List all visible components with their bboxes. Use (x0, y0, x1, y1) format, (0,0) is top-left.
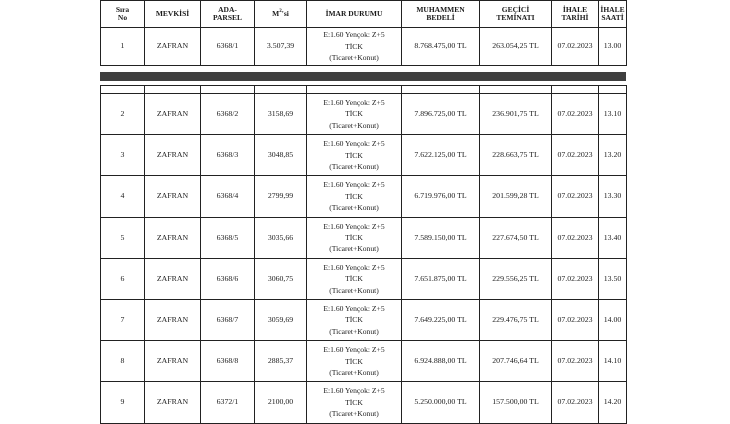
table-row (101, 258, 627, 299)
cell-saat: 13.10 (599, 94, 627, 135)
auction-table-top (100, 0, 627, 66)
cell-bedel: 7.896.725,00 TL (402, 94, 480, 135)
header-m2: $M^2'si$ (255, 1, 307, 28)
separator-bar (100, 72, 626, 81)
cell-teminat: 263.054,25 TL (480, 28, 552, 66)
cell-imar: E:1.60 Yençok: Z+5 TİCK (Ticaret+Konut) (307, 341, 402, 382)
cell-no: 1 (101, 28, 145, 66)
cell-bedel: 7.651.875,00 TL (402, 258, 480, 299)
cell-mevki: ZAFRAN (145, 217, 201, 258)
cell-ada-parsel: 6368/7 (201, 299, 255, 340)
cell-tarih: 07.02.2023 (552, 341, 599, 382)
cell-bedel: 6.719.976,00 TL (402, 176, 480, 217)
cell-mevki: ZAFRAN (145, 382, 201, 423)
cell-teminat: 227.674,50 TL (480, 217, 552, 258)
cell-teminat: 207.746,64 TL (480, 341, 552, 382)
table-row (101, 135, 627, 176)
empty-header-row (101, 86, 627, 94)
cell-imar: E:1.60 Yençok: Z+5 TİCK (Ticaret+Konut) (307, 299, 402, 340)
header-mevkisi: MEVKİSİ (145, 1, 201, 28)
cell-mevki: ZAFRAN (145, 341, 201, 382)
cell-m2: 3059,69 (255, 299, 307, 340)
cell-saat: 14.00 (599, 299, 627, 340)
cell-imar: E:1.60 Yençok: Z+5 TİCK (Ticaret+Konut) (307, 135, 402, 176)
cell-teminat: 201.599,28 TL (480, 176, 552, 217)
cell-saat: 13.50 (599, 258, 627, 299)
cell-saat: 13.40 (599, 217, 627, 258)
header-ihale-tarihi: İHALE TARİHİ (552, 1, 599, 28)
cell-mevki: ZAFRAN (145, 28, 201, 66)
header-ada-parsel: ADA- PARSEL (201, 1, 255, 28)
cell-no: 6 (101, 258, 145, 299)
table-row (101, 28, 627, 66)
header-muhammen-bedeli: MUHAMMEN BEDELİ (402, 1, 480, 28)
cell-tarih: 07.02.2023 (552, 258, 599, 299)
cell-bedel: 7.622.125,00 TL (402, 135, 480, 176)
header-imar-durumu: İMAR DURUMU (307, 1, 402, 28)
cell-tarih: 07.02.2023 (552, 299, 599, 340)
cell-m2: 3158,69 (255, 94, 307, 135)
cell-saat: 14.10 (599, 341, 627, 382)
cell-teminat: 236.901,75 TL (480, 94, 552, 135)
cell-m2: 2885,37 (255, 341, 307, 382)
cell-saat: 13.20 (599, 135, 627, 176)
cell-mevki: ZAFRAN (145, 135, 201, 176)
cell-teminat: 229.476,75 TL (480, 299, 552, 340)
cell-m2: 2100,00 (255, 382, 307, 423)
cell-no: 3 (101, 135, 145, 176)
cell-no: 4 (101, 176, 145, 217)
cell-imar: E:1.60 Yençok: Z+5 TİCK (Ticaret+Konut) (307, 28, 402, 66)
cell-imar: E:1.60 Yençok: Z+5 TİCK (Ticaret+Konut) (307, 217, 402, 258)
cell-mevki: ZAFRAN (145, 94, 201, 135)
cell-ada-parsel: 6368/3 (201, 135, 255, 176)
cell-ada-parsel: 6368/8 (201, 341, 255, 382)
cell-bedel: 7.649.225,00 TL (402, 299, 480, 340)
table-row (101, 176, 627, 217)
header-row (101, 1, 627, 28)
cell-ada-parsel: 6368/6 (201, 258, 255, 299)
cell-tarih: 07.02.2023 (552, 28, 599, 66)
table-row (101, 382, 627, 423)
cell-ada-parsel: 6372/1 (201, 382, 255, 423)
cell-mevki: ZAFRAN (145, 176, 201, 217)
header-ihale-saati: İHALE SAATİ (599, 1, 627, 28)
cell-no: 7 (101, 299, 145, 340)
cell-m2: 2799,99 (255, 176, 307, 217)
cell-ada-parsel: 6368/2 (201, 94, 255, 135)
header-sira-no: Sıra No (101, 1, 145, 28)
cell-bedel: 7.589.150,00 TL (402, 217, 480, 258)
cell-tarih: 07.02.2023 (552, 217, 599, 258)
cell-ada-parsel: 6368/1 (201, 28, 255, 66)
cell-no: 9 (101, 382, 145, 423)
cell-bedel: 6.924.888,00 TL (402, 341, 480, 382)
cell-saat: 13.30 (599, 176, 627, 217)
cell-teminat: 229.556,25 TL (480, 258, 552, 299)
cell-saat: 14.20 (599, 382, 627, 423)
table-row (101, 217, 627, 258)
header-gecici-teminati: GEÇİCİ TEMİNATI (480, 1, 552, 28)
cell-m2: 3.507,39 (255, 28, 307, 66)
cell-teminat: 157.500,00 TL (480, 382, 552, 423)
cell-no: 5 (101, 217, 145, 258)
cell-saat: 13.00 (599, 28, 627, 66)
cell-mevki: ZAFRAN (145, 299, 201, 340)
cell-m2: 3035,66 (255, 217, 307, 258)
cell-tarih: 07.02.2023 (552, 135, 599, 176)
cell-bedel: 8.768.475,00 TL (402, 28, 480, 66)
cell-bedel: 5.250.000,00 TL (402, 382, 480, 423)
table-row (101, 299, 627, 340)
cell-imar: E:1.60 Yençok: Z+5 TİCK (Ticaret+Konut) (307, 176, 402, 217)
cell-tarih: 07.02.2023 (552, 94, 599, 135)
cell-tarih: 07.02.2023 (552, 382, 599, 423)
cell-tarih: 07.02.2023 (552, 176, 599, 217)
cell-m2: 3060,75 (255, 258, 307, 299)
auction-table-bottom (100, 85, 627, 424)
cell-m2: 3048,85 (255, 135, 307, 176)
cell-ada-parsel: 6368/5 (201, 217, 255, 258)
cell-mevki: ZAFRAN (145, 258, 201, 299)
cell-imar: E:1.60 Yençok: Z+5 TİCK (Ticaret+Konut) (307, 382, 402, 423)
cell-no: 8 (101, 341, 145, 382)
cell-imar: E:1.60 Yençok: Z+5 TİCK (Ticaret+Konut) (307, 94, 402, 135)
table-row (101, 341, 627, 382)
table-row (101, 94, 627, 135)
cell-ada-parsel: 6368/4 (201, 176, 255, 217)
cell-no: 2 (101, 94, 145, 135)
cell-teminat: 228.663,75 TL (480, 135, 552, 176)
cell-imar: E:1.60 Yençok: Z+5 TİCK (Ticaret+Konut) (307, 258, 402, 299)
